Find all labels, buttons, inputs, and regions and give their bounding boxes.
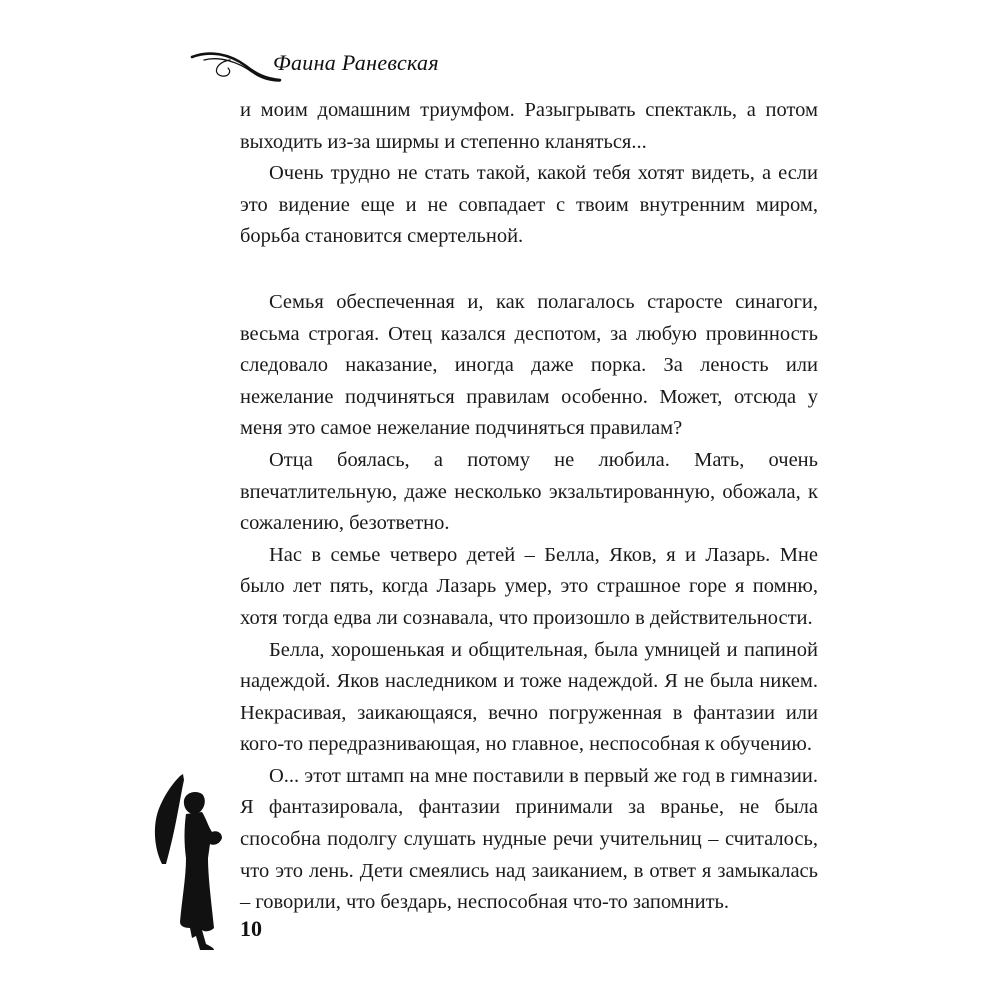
page-number: 10: [240, 916, 262, 941]
paragraph: Очень трудно не стать такой, какой тебя хотят видеть, а если это видение еще и не совпадает с твоим внутренним миром, борьба становится смертельной.: [240, 162, 818, 248]
body-text: [240, 95, 818, 919]
flourish-ornament-icon: [190, 48, 282, 84]
paragraph: Белла, хорошенькая и общительная, была умницей и папиной надеждой. Яков наследником и тоже надеждой. Я не была никем. Некрасивая, заикающаяся, вечно погруженная в фантазии или кого-то передразнивающая, но главное, неспособная к обучению.: [240, 638, 818, 756]
paragraph: Нас в семье четверо детей – Белла, Яков, я и Лазарь. Мне было лет пять, когда Лазарь умер, это страшное горе я помню, хотя тогда едва ли сознавала, что произошло в действительности.: [240, 543, 818, 629]
woman-with-umbrella-silhouette-icon: [150, 768, 230, 952]
running-head: [190, 44, 590, 84]
section-break: [240, 253, 818, 287]
paragraph: Семья обеспеченная и, как полагалось старосте синагоги, весьма строгая. Отец казался деспотом, за любую провинность следовало наказание, иногда даже порка. За леность или нежелание подчиняться правилам особенно. Может, отсюда у меня это самое нежелание подчиняться правилам?: [240, 290, 818, 440]
paragraph: О... этот штамп на мне поставили в первый же год в гимназии. Я фантазировала, фантазии принимали за вранье, не была способна подолгу слушать нудные речи учительниц – считалось, что это лень. Дети смеялись над заиканием, в ответ я замыкалась – говорили, что бездарь, неспособная что-то запомнить.: [240, 764, 818, 914]
running-head-author: Фаина Раневская: [273, 50, 439, 75]
paragraph: и моим домашним триумфом. Разыгрывать спектакль, а потом выходить из-за ширмы и степенно кланяться...: [240, 99, 818, 153]
paragraph: Отца боялась, а потому не любила. Мать, очень впечатлительную, даже несколько экзальтированную, обожала, к сожалению, безответно.: [240, 448, 818, 535]
